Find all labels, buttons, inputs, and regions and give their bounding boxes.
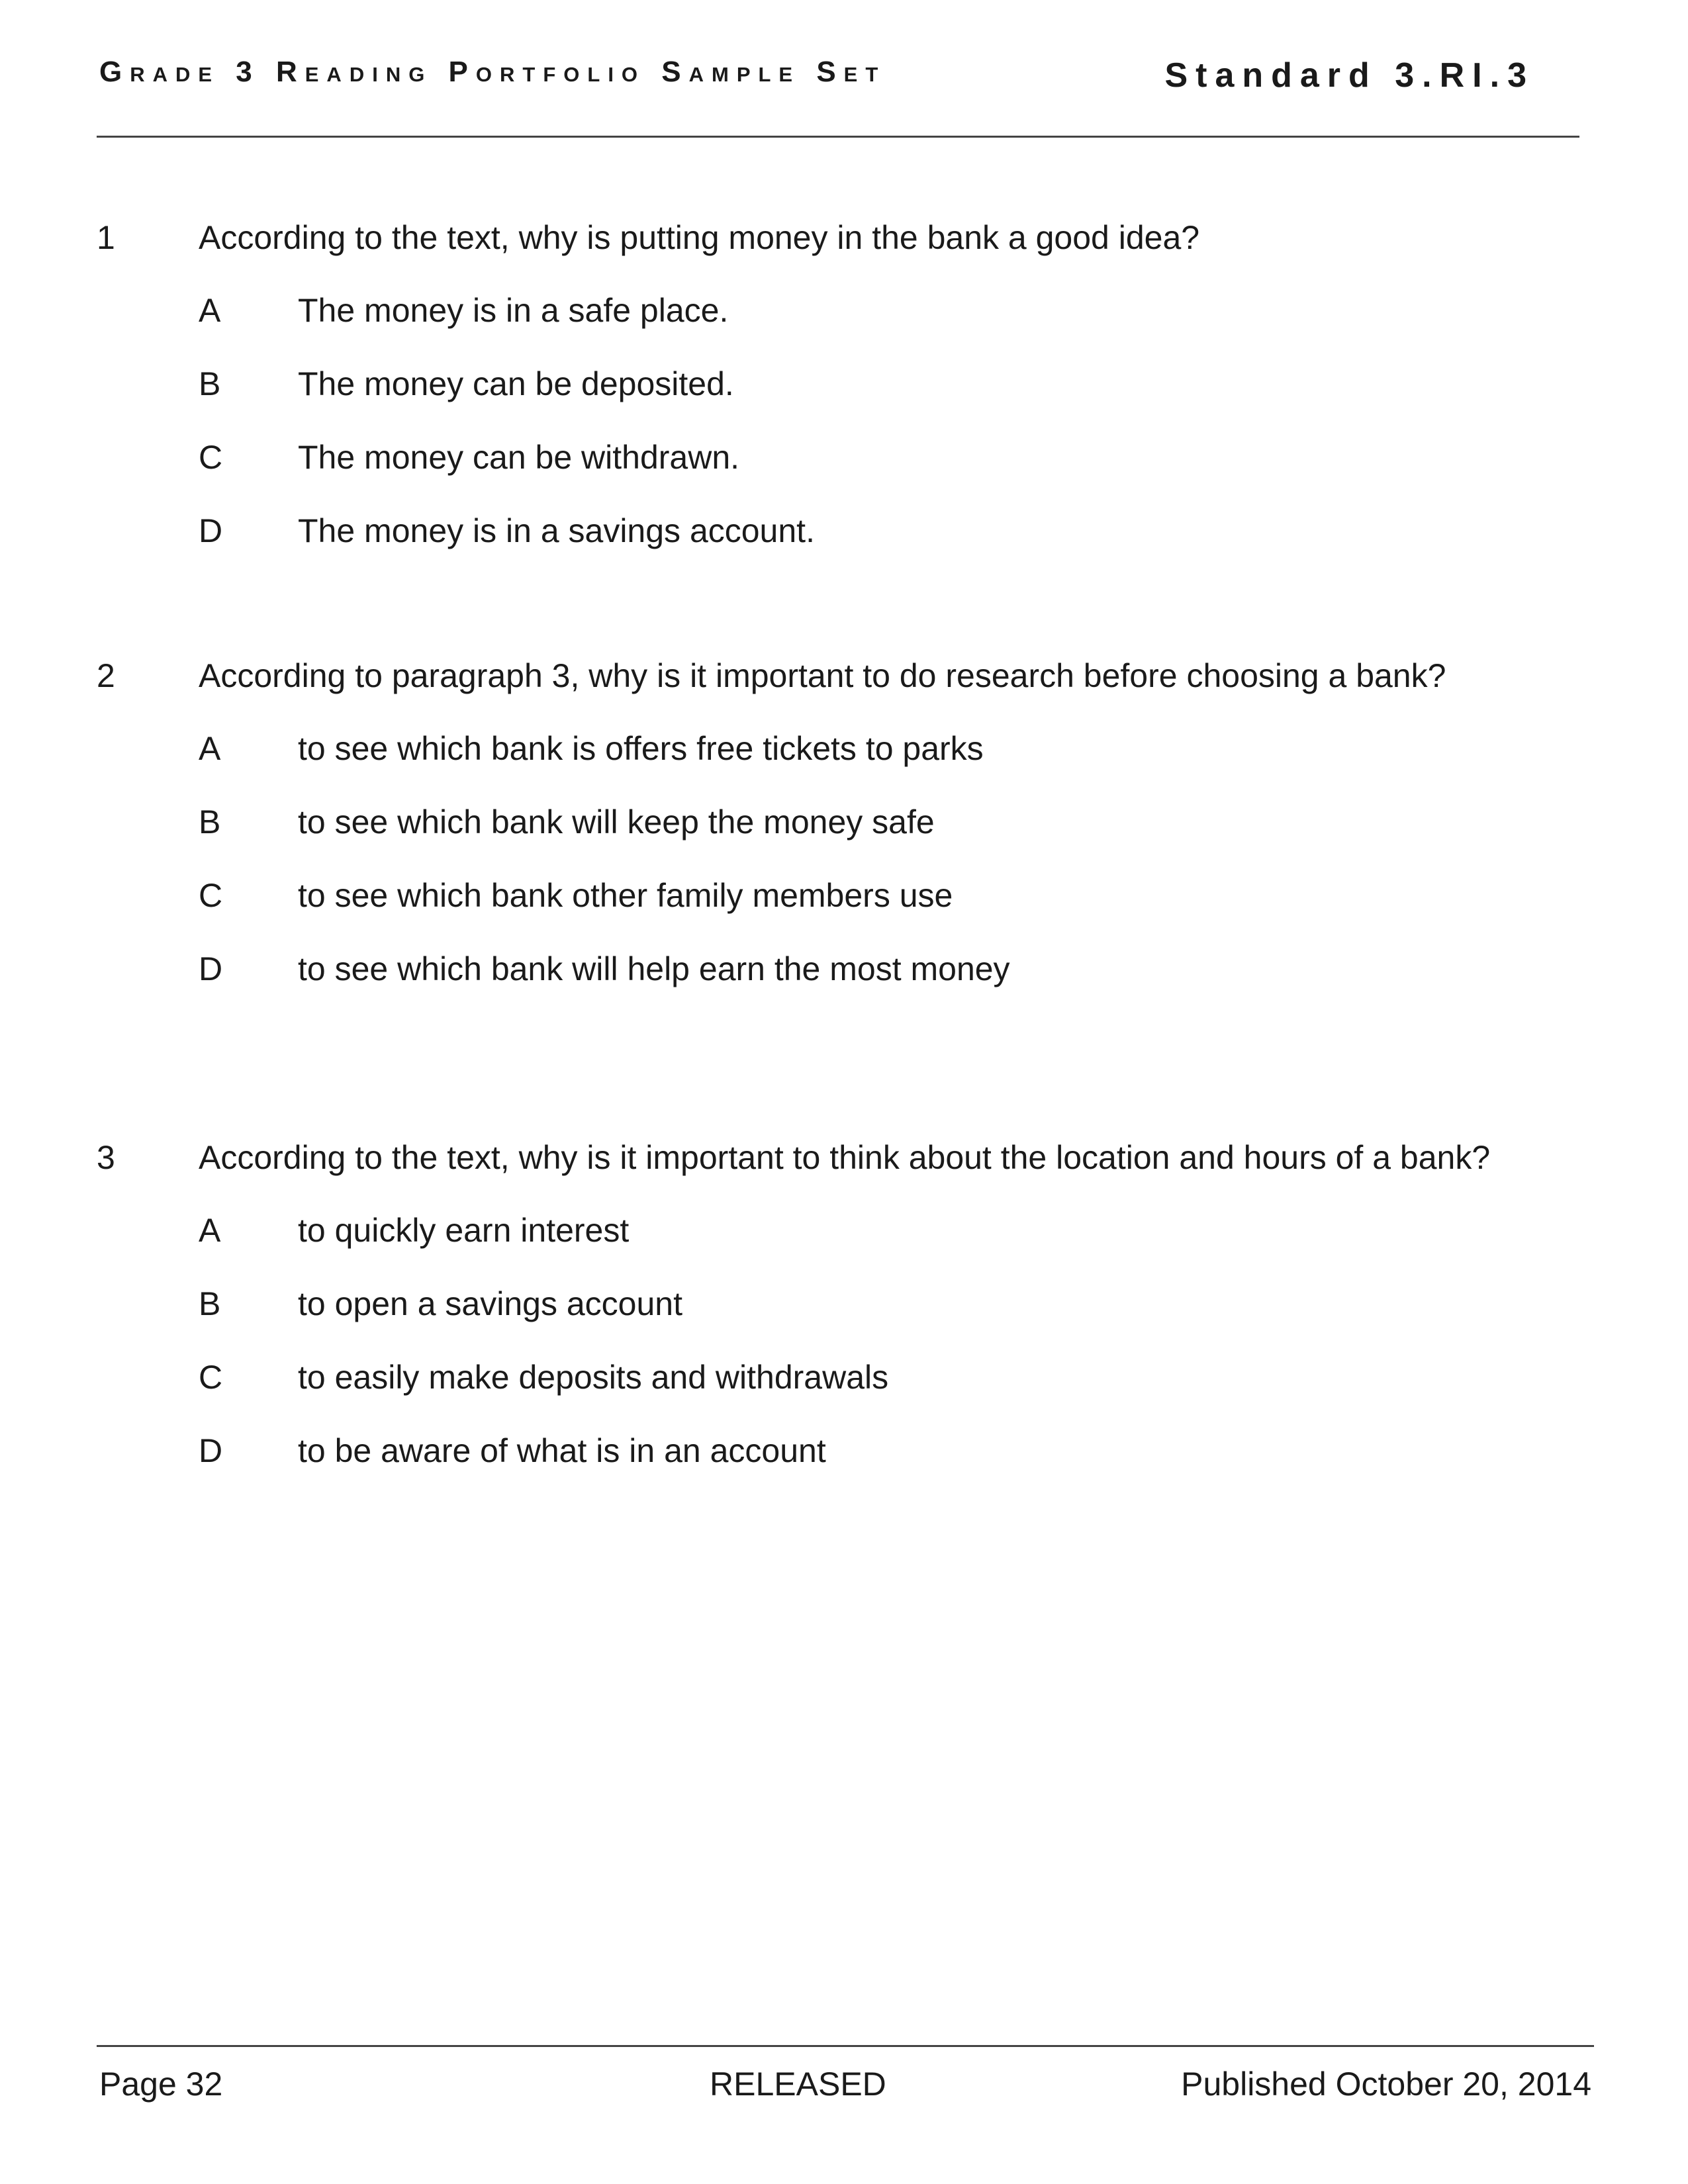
answer-options — [199, 290, 1586, 584]
answer-option-c[interactable] — [199, 1357, 1586, 1430]
answer-option-a[interactable] — [199, 290, 1586, 363]
option-letter: B — [199, 803, 221, 841]
option-letter: A — [199, 1212, 221, 1249]
question-text: According to the text, why is it important to think about the location and hours of a bank? — [199, 1139, 1491, 1176]
option-text: to open a savings account — [298, 1285, 682, 1322]
footer-divider — [97, 2045, 1594, 2047]
option-letter: C — [199, 877, 223, 914]
answer-option-b[interactable] — [199, 363, 1586, 437]
option-letter: D — [199, 950, 223, 987]
answer-option-b[interactable] — [199, 801, 1586, 875]
question-text: According to the text, why is putting money in the bank a good idea? — [199, 219, 1200, 256]
option-text: The money can be deposited. — [298, 365, 734, 402]
answer-option-b[interactable] — [199, 1283, 1586, 1357]
question-number: 1 — [97, 219, 115, 256]
header-divider — [97, 136, 1579, 138]
option-letter: A — [199, 292, 221, 329]
option-text: The money is in a safe place. — [298, 292, 729, 329]
answer-option-c[interactable] — [199, 437, 1586, 510]
page-number: Page 32 — [99, 2066, 223, 2103]
option-text: to easily make deposits and withdrawals — [298, 1359, 889, 1396]
question-1 — [97, 217, 1586, 584]
option-text: to be aware of what is in an account — [298, 1432, 826, 1469]
question-number: 2 — [97, 657, 115, 694]
option-letter: D — [199, 1432, 223, 1469]
option-text: to quickly earn interest — [298, 1212, 630, 1249]
answer-option-d[interactable] — [199, 1430, 1586, 1504]
header-title: Grade 3 Reading Portfolio Sample Set — [99, 56, 886, 88]
answer-options — [199, 1210, 1586, 1504]
option-text: to see which bank will keep the money safe — [298, 803, 935, 841]
answer-option-d[interactable] — [199, 510, 1586, 584]
answer-options — [199, 728, 1586, 1022]
option-letter: C — [199, 1359, 223, 1396]
option-text: to see which bank will help earn the most money — [298, 950, 1010, 987]
answer-option-c[interactable] — [199, 875, 1586, 948]
option-text: to see which bank other family members use — [298, 877, 953, 914]
answer-option-d[interactable] — [199, 948, 1586, 1022]
question-number: 3 — [97, 1139, 115, 1176]
question-text: According to paragraph 3, why is it important to do research before choosing a bank? — [199, 657, 1446, 694]
option-letter: D — [199, 512, 223, 549]
header-standard: Standard 3.RI.3 — [1164, 56, 1534, 95]
release-status: RELEASED — [710, 2066, 886, 2103]
answer-option-a[interactable] — [199, 728, 1586, 801]
publish-date: Published October 20, 2014 — [1181, 2066, 1591, 2103]
question-3 — [97, 1137, 1586, 1504]
option-letter: A — [199, 730, 221, 767]
option-letter: B — [199, 1285, 221, 1322]
option-text: to see which bank is offers free tickets to parks — [298, 730, 984, 767]
answer-option-a[interactable] — [199, 1210, 1586, 1283]
option-letter: B — [199, 365, 221, 402]
question-2 — [97, 655, 1586, 1022]
option-letter: C — [199, 439, 223, 476]
option-text: The money can be withdrawn. — [298, 439, 740, 476]
option-text: The money is in a savings account. — [298, 512, 815, 549]
